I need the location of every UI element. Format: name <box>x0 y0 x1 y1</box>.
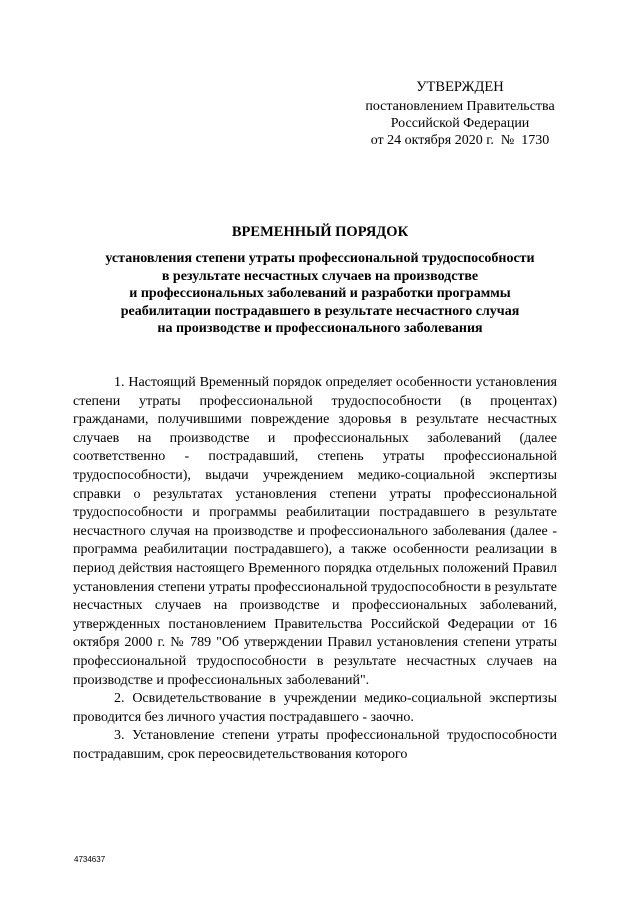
approval-line: Российской Федерации <box>390 116 530 131</box>
document-title: ВРЕМЕННЫЙ ПОРЯДОК <box>231 224 409 240</box>
subtitle-line: в результате несчастных случаев на производстве <box>161 268 479 284</box>
approval-heading: УТВЕРЖДЕН <box>416 79 504 95</box>
paragraph-1: 1. Настоящий Временный порядок определяет особенности установления степени утраты профессиональной трудоспособности (в процентах) гражданами, получившими повреждение здоровья в результате несчастных случаев на производстве и профессиональных заболеваний (далее соответственно - пострадавший, степень утраты профессиональной трудоспособности), выдачи учреждением медико-социальной экспертизы справки о результатах установления степени утраты профессиональной трудоспособности и программы реабилитации пострадавшего в результате несчастного случая на производстве и профессионального заболевания (далее - программа реабилитации пострадавшего), а также особенности реализации в период действия настоящего Временного порядка отдельных положений Правил установления степени утраты профессиональной трудоспособности в результате несчастных случаев на производстве и профессиональных заболеваний, утвержденных постановлением Правительства Российской Федерации от 16 октября 2000 г. № 789 "Об утверждении Правил установления степени утраты профессиональной трудоспособности в результате несчастных случаев на производстве и профессиональных заболеваний". <box>73 375 557 688</box>
subtitle-line: реабилитации пострадавшего в результате несчастного случая <box>120 303 520 319</box>
approval-block <box>340 79 580 149</box>
approval-line: постановлением Правительства <box>365 99 555 114</box>
paragraph-2: 2. Освидетельствование в учреждении медико-социальной экспертизы проводится без личного участия пострадавшего - заочно. <box>73 691 557 725</box>
subtitle-line: и профессиональных заболеваний и разработки программы <box>129 286 511 301</box>
subtitle-line: на производстве и профессионального заболевания <box>157 321 483 336</box>
footer-code: 4734637 <box>74 855 106 864</box>
approval-date-line: от 24 октября 2020 г. № 1730 <box>370 133 550 148</box>
document-body <box>73 374 557 764</box>
subtitle-line: установления степени утраты профессиональной трудоспособности <box>105 251 535 266</box>
paragraph-3: 3. Установление степени утраты профессиональной трудоспособности пострадавшим, срок переосвидетельствования которого <box>73 728 557 762</box>
document-subtitle <box>60 250 580 338</box>
